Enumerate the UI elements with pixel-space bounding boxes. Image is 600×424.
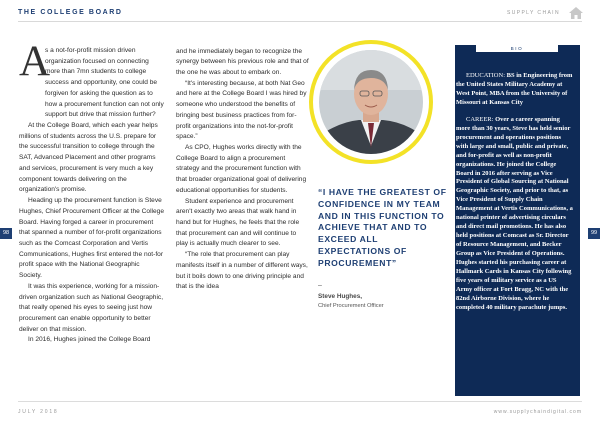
- header-category: SUPPLY CHAIN: [506, 10, 560, 16]
- paragraph: As CPO, Hughes works directly with the College Board to align a procurement strategy and the procurement function with that broader organizational goal of delivering educational opportunities for students.: [176, 143, 307, 194]
- article-column-1: [19, 38, 165, 346]
- bio-career: [456, 116, 574, 313]
- pull-quote-title: Chief Procurement Officer: [318, 303, 384, 309]
- paragraph: s a not-for-profit mission driven organization focused on connecting more than 7mn students to college success and opportunity, one could be forgiven for asking the question as to how a procurement function can not only support but drive that mission further?: [45, 47, 164, 119]
- bio-text: [456, 72, 574, 313]
- footer-date: JULY 2018: [18, 409, 59, 415]
- bio-career-text: Over a career spanning more than 30 years, Steve has held senior procurement and operations positions with large and small, public and private, and for-profit as well as non-profit organizations. He joined the College Board in 2016 after serving as Vice President of Global Sourcing at National Geographic Society, and prior to that, as Vice President of Supply Chain Management at Vertis Communications, a national printer of advertising circulars and direct mail promotions. He has also held positions at Comcast as Sr. Director of Resource Management, and Becker Group as Vice President of Operations. Hughes started his purchasing career at Hallmark Cards in Kansas City following five years of military service as a US Army officer at Fort Bragg, NC with the 82nd Airborne Division, where he completed 40 military parachute jumps.: [456, 115, 573, 311]
- paragraph: “It's interesting because, at both Nat Geo and here at the College Board I was hired by someone who understood the benefits of bringing best business practices from for-profit organizations into the not-for-profit space.”: [176, 79, 307, 141]
- pull-quote: “I HAVE THE GREATEST OF CONFIDENCE IN MY TEAM AND IN THIS FUNCTION TO ACHIEVE THAT AND TO EXCEED ALL EXPECTATIONS OF PROCUREMENT”: [318, 187, 447, 268]
- drop-cap: A: [19, 38, 51, 85]
- page-number-left: 98: [0, 228, 12, 239]
- pull-quote-name: Steve Hughes,: [318, 293, 363, 300]
- footer-divider: [18, 401, 582, 402]
- home-icon[interactable]: [569, 7, 583, 19]
- paragraph: and he immediately began to recognize the synergy between his previous role and that of the one he was about to embark on.: [176, 47, 309, 76]
- bio-tag: BIO: [476, 45, 558, 52]
- article-column-2: [176, 47, 310, 294]
- bio-education-text: BS in Engineering from the United States Military Academy at West Point, MBA from the University of Missouri at Kansas City: [456, 72, 573, 106]
- paragraph: Student experience and procurement aren't exactly two areas that walk hand in hand but for Hughes, he feels that the role that procurement can and will continue to play is actually much clearer to see.: [176, 197, 300, 248]
- paragraph: At the College Board, which each year helps millions of students across the U.S. prepare for the successful transition to college through the SAT, Advanced Placement and other programs and services, procurement is very much a key component towards delivering on the organization's promise.: [19, 122, 158, 194]
- footer-url[interactable]: www.supplychaindigital.com: [493, 409, 582, 415]
- header-divider: [18, 21, 582, 22]
- paragraph: In 2016, Hughes joined the College Board: [28, 336, 151, 344]
- bio-education-label: EDUCATION:: [466, 72, 505, 79]
- bio-career-label: CAREER:: [466, 115, 494, 123]
- bio-education: [456, 72, 574, 108]
- paragraph: It was this experience, working for a mission-driven organization such as National Geographic, that really opened his eyes to seeing just how procurement can enable opportunity to better deliver on that mission.: [19, 282, 164, 333]
- paragraph: Heading up the procurement function is Steve Hughes, Chief Procurement Officer at the College Board. Having forged a career in procurement that spanned a number of for-profit organizations such as the Comcast Corporation and Vertis Communications, Hughes first entered the not-for profit space with the National Geographic Society.: [19, 197, 165, 280]
- pull-quote-dash: –: [318, 282, 322, 289]
- paragraph: “The role that procurement can play manifests itself in a number of different ways, but it boils down to one driving principle and that is the idea: [176, 251, 308, 291]
- portrait-photo: [319, 50, 423, 154]
- header-section: THE COLLEGE BOARD: [18, 9, 123, 16]
- page-number-right: 99: [588, 228, 600, 239]
